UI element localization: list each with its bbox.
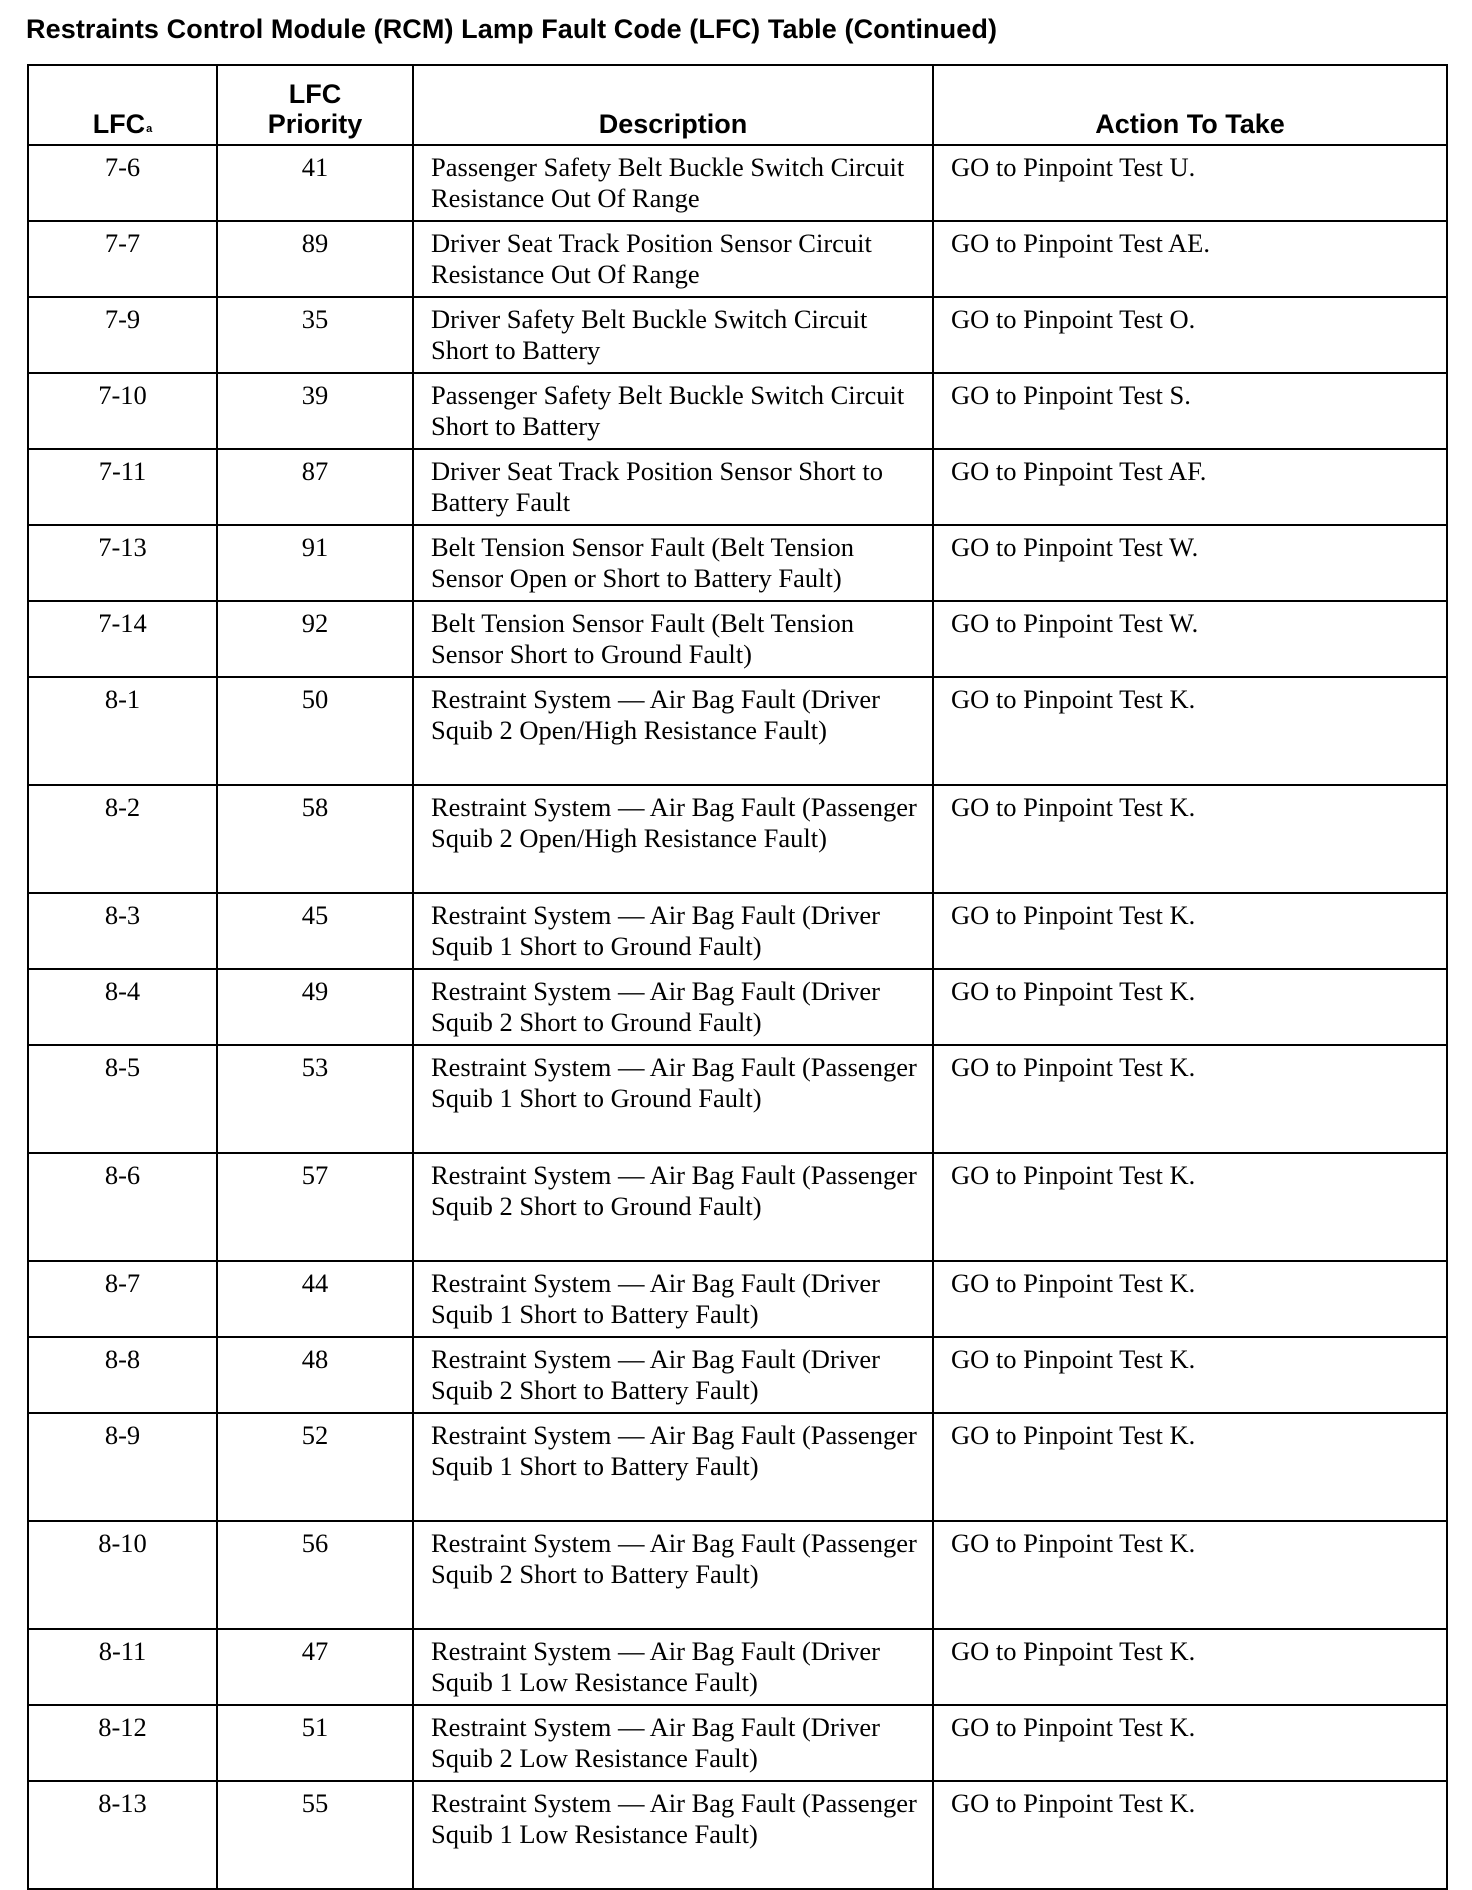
description-cell: Restraint System — Air Bag Fault (Passenger Squib 1 Short to Ground Fault) — [413, 1045, 933, 1153]
description-cell: Restraint System — Air Bag Fault (Driver Squib 1 Low Resistance Fault) — [413, 1629, 933, 1705]
lfc-code-cell: 8-4 — [28, 969, 217, 1045]
description-cell: Belt Tension Sensor Fault (Belt Tension Sensor Open or Short to Battery Fault) — [413, 525, 933, 601]
header-priority-line2: Priority — [267, 109, 363, 139]
table-body — [28, 145, 1447, 1889]
lfc-priority-cell: 58 — [217, 785, 413, 893]
table-row — [28, 785, 1447, 893]
action-cell: GO to Pinpoint Test K. — [933, 785, 1447, 893]
description-cell: Restraint System — Air Bag Fault (Passenger Squib 2 Open/High Resistance Fault) — [413, 785, 933, 893]
table-row — [28, 1261, 1447, 1337]
table-row — [28, 373, 1447, 449]
lfc-priority-cell: 56 — [217, 1521, 413, 1629]
lfc-code-cell: 8-6 — [28, 1153, 217, 1261]
lfc-priority-cell: 44 — [217, 1261, 413, 1337]
description-cell: Driver Seat Track Position Sensor Circuit Resistance Out Of Range — [413, 221, 933, 297]
table-row — [28, 1153, 1447, 1261]
lfc-code-cell: 8-1 — [28, 677, 217, 785]
description-cell: Restraint System — Air Bag Fault (Passenger Squib 2 Short to Battery Fault) — [413, 1521, 933, 1629]
action-cell: GO to Pinpoint Test K. — [933, 677, 1447, 785]
lfc-code-cell: 8-13 — [28, 1781, 217, 1889]
action-cell: GO to Pinpoint Test K. — [933, 1521, 1447, 1629]
lfc-code-cell: 7-10 — [28, 373, 217, 449]
action-cell: GO to Pinpoint Test K. — [933, 1045, 1447, 1153]
lfc-code-cell: 8-11 — [28, 1629, 217, 1705]
action-cell: GO to Pinpoint Test W. — [933, 525, 1447, 601]
description-cell: Restraint System — Air Bag Fault (Passenger Squib 2 Short to Ground Fault) — [413, 1153, 933, 1261]
table-row — [28, 1413, 1447, 1521]
description-cell: Belt Tension Sensor Fault (Belt Tension Sensor Short to Ground Fault) — [413, 601, 933, 677]
action-cell: GO to Pinpoint Test K. — [933, 1705, 1447, 1781]
description-cell: Restraint System — Air Bag Fault (Driver Squib 2 Short to Battery Fault) — [413, 1337, 933, 1413]
table-row — [28, 1781, 1447, 1889]
lfc-code-cell: 8-7 — [28, 1261, 217, 1337]
table-row — [28, 1337, 1447, 1413]
table-row — [28, 1521, 1447, 1629]
table-row — [28, 1629, 1447, 1705]
table-row — [28, 525, 1447, 601]
lfc-priority-cell: 51 — [217, 1705, 413, 1781]
action-cell: GO to Pinpoint Test K. — [933, 1337, 1447, 1413]
lfc-priority-cell: 91 — [217, 525, 413, 601]
action-cell: GO to Pinpoint Test K. — [933, 969, 1447, 1045]
lfc-priority-cell: 50 — [217, 677, 413, 785]
lfc-code-cell: 8-12 — [28, 1705, 217, 1781]
lfc-priority-cell: 52 — [217, 1413, 413, 1521]
lfc-priority-cell: 49 — [217, 969, 413, 1045]
lfc-code-cell: 7-14 — [28, 601, 217, 677]
table-row — [28, 1705, 1447, 1781]
header-priority-line1: LFC — [288, 79, 342, 109]
description-cell: Restraint System — Air Bag Fault (Driver Squib 2 Open/High Resistance Fault) — [413, 677, 933, 785]
action-cell: GO to Pinpoint Test K. — [933, 1629, 1447, 1705]
table-row — [28, 221, 1447, 297]
table-row — [28, 893, 1447, 969]
lfc-priority-cell: 87 — [217, 449, 413, 525]
action-cell: GO to Pinpoint Test K. — [933, 1261, 1447, 1337]
action-cell: GO to Pinpoint Test AF. — [933, 449, 1447, 525]
action-cell: GO to Pinpoint Test W. — [933, 601, 1447, 677]
description-cell: Restraint System — Air Bag Fault (Passenger Squib 1 Short to Battery Fault) — [413, 1413, 933, 1521]
description-cell: Restraint System — Air Bag Fault (Driver Squib 2 Low Resistance Fault) — [413, 1705, 933, 1781]
lfc-priority-cell: 48 — [217, 1337, 413, 1413]
description-cell: Restraint System — Air Bag Fault (Driver Squib 1 Short to Ground Fault) — [413, 893, 933, 969]
header-action: Action To Take — [933, 65, 1447, 145]
lfc-code-cell: 7-7 — [28, 221, 217, 297]
header-lfc-priority — [217, 65, 413, 145]
table-row — [28, 1045, 1447, 1153]
action-cell: GO to Pinpoint Test U. — [933, 145, 1447, 221]
description-cell: Restraint System — Air Bag Fault (Driver Squib 1 Short to Battery Fault) — [413, 1261, 933, 1337]
lfc-code-cell: 7-11 — [28, 449, 217, 525]
header-description: Description — [413, 65, 933, 145]
lfc-code-cell: 8-8 — [28, 1337, 217, 1413]
lfc-code-cell: 7-13 — [28, 525, 217, 601]
action-cell: GO to Pinpoint Test K. — [933, 893, 1447, 969]
lfc-priority-cell: 47 — [217, 1629, 413, 1705]
description-cell: Passenger Safety Belt Buckle Switch Circuit Resistance Out Of Range — [413, 145, 933, 221]
header-lfc — [28, 65, 217, 145]
lfc-code-cell: 7-9 — [28, 297, 217, 373]
lfc-priority-cell: 89 — [217, 221, 413, 297]
lfc-code-cell: 8-2 — [28, 785, 217, 893]
table-row — [28, 601, 1447, 677]
header-lfc-label: LFC — [92, 109, 146, 139]
table-row — [28, 449, 1447, 525]
description-cell: Restraint System — Air Bag Fault (Passenger Squib 1 Low Resistance Fault) — [413, 1781, 933, 1889]
description-cell: Passenger Safety Belt Buckle Switch Circuit Short to Battery — [413, 373, 933, 449]
action-cell: GO to Pinpoint Test O. — [933, 297, 1447, 373]
table-row — [28, 297, 1447, 373]
lfc-priority-cell: 35 — [217, 297, 413, 373]
action-cell: GO to Pinpoint Test AE. — [933, 221, 1447, 297]
page-title: Restraints Control Module (RCM) Lamp Fault Code (LFC) Table (Continued) — [26, 14, 998, 44]
description-cell: Restraint System — Air Bag Fault (Driver Squib 2 Short to Ground Fault) — [413, 969, 933, 1045]
action-cell: GO to Pinpoint Test K. — [933, 1153, 1447, 1261]
description-cell: Driver Seat Track Position Sensor Short to Battery Fault — [413, 449, 933, 525]
lamp-fault-code-table — [27, 64, 1448, 1890]
table-header-row — [28, 65, 1447, 145]
lfc-priority-cell: 55 — [217, 1781, 413, 1889]
table-row — [28, 145, 1447, 221]
action-cell: GO to Pinpoint Test S. — [933, 373, 1447, 449]
lfc-code-cell: 8-9 — [28, 1413, 217, 1521]
lfc-priority-cell: 39 — [217, 373, 413, 449]
table-row — [28, 969, 1447, 1045]
header-lfc-footnote-marker: a — [146, 123, 153, 135]
lfc-code-cell: 8-3 — [28, 893, 217, 969]
lfc-priority-cell: 41 — [217, 145, 413, 221]
table-row — [28, 677, 1447, 785]
lfc-priority-cell: 53 — [217, 1045, 413, 1153]
lfc-code-cell: 8-5 — [28, 1045, 217, 1153]
lfc-priority-cell: 92 — [217, 601, 413, 677]
lfc-code-cell: 7-6 — [28, 145, 217, 221]
action-cell: GO to Pinpoint Test K. — [933, 1413, 1447, 1521]
lfc-priority-cell: 57 — [217, 1153, 413, 1261]
lfc-code-cell: 8-10 — [28, 1521, 217, 1629]
description-cell: Driver Safety Belt Buckle Switch Circuit Short to Battery — [413, 297, 933, 373]
lfc-priority-cell: 45 — [217, 893, 413, 969]
action-cell: GO to Pinpoint Test K. — [933, 1781, 1447, 1889]
